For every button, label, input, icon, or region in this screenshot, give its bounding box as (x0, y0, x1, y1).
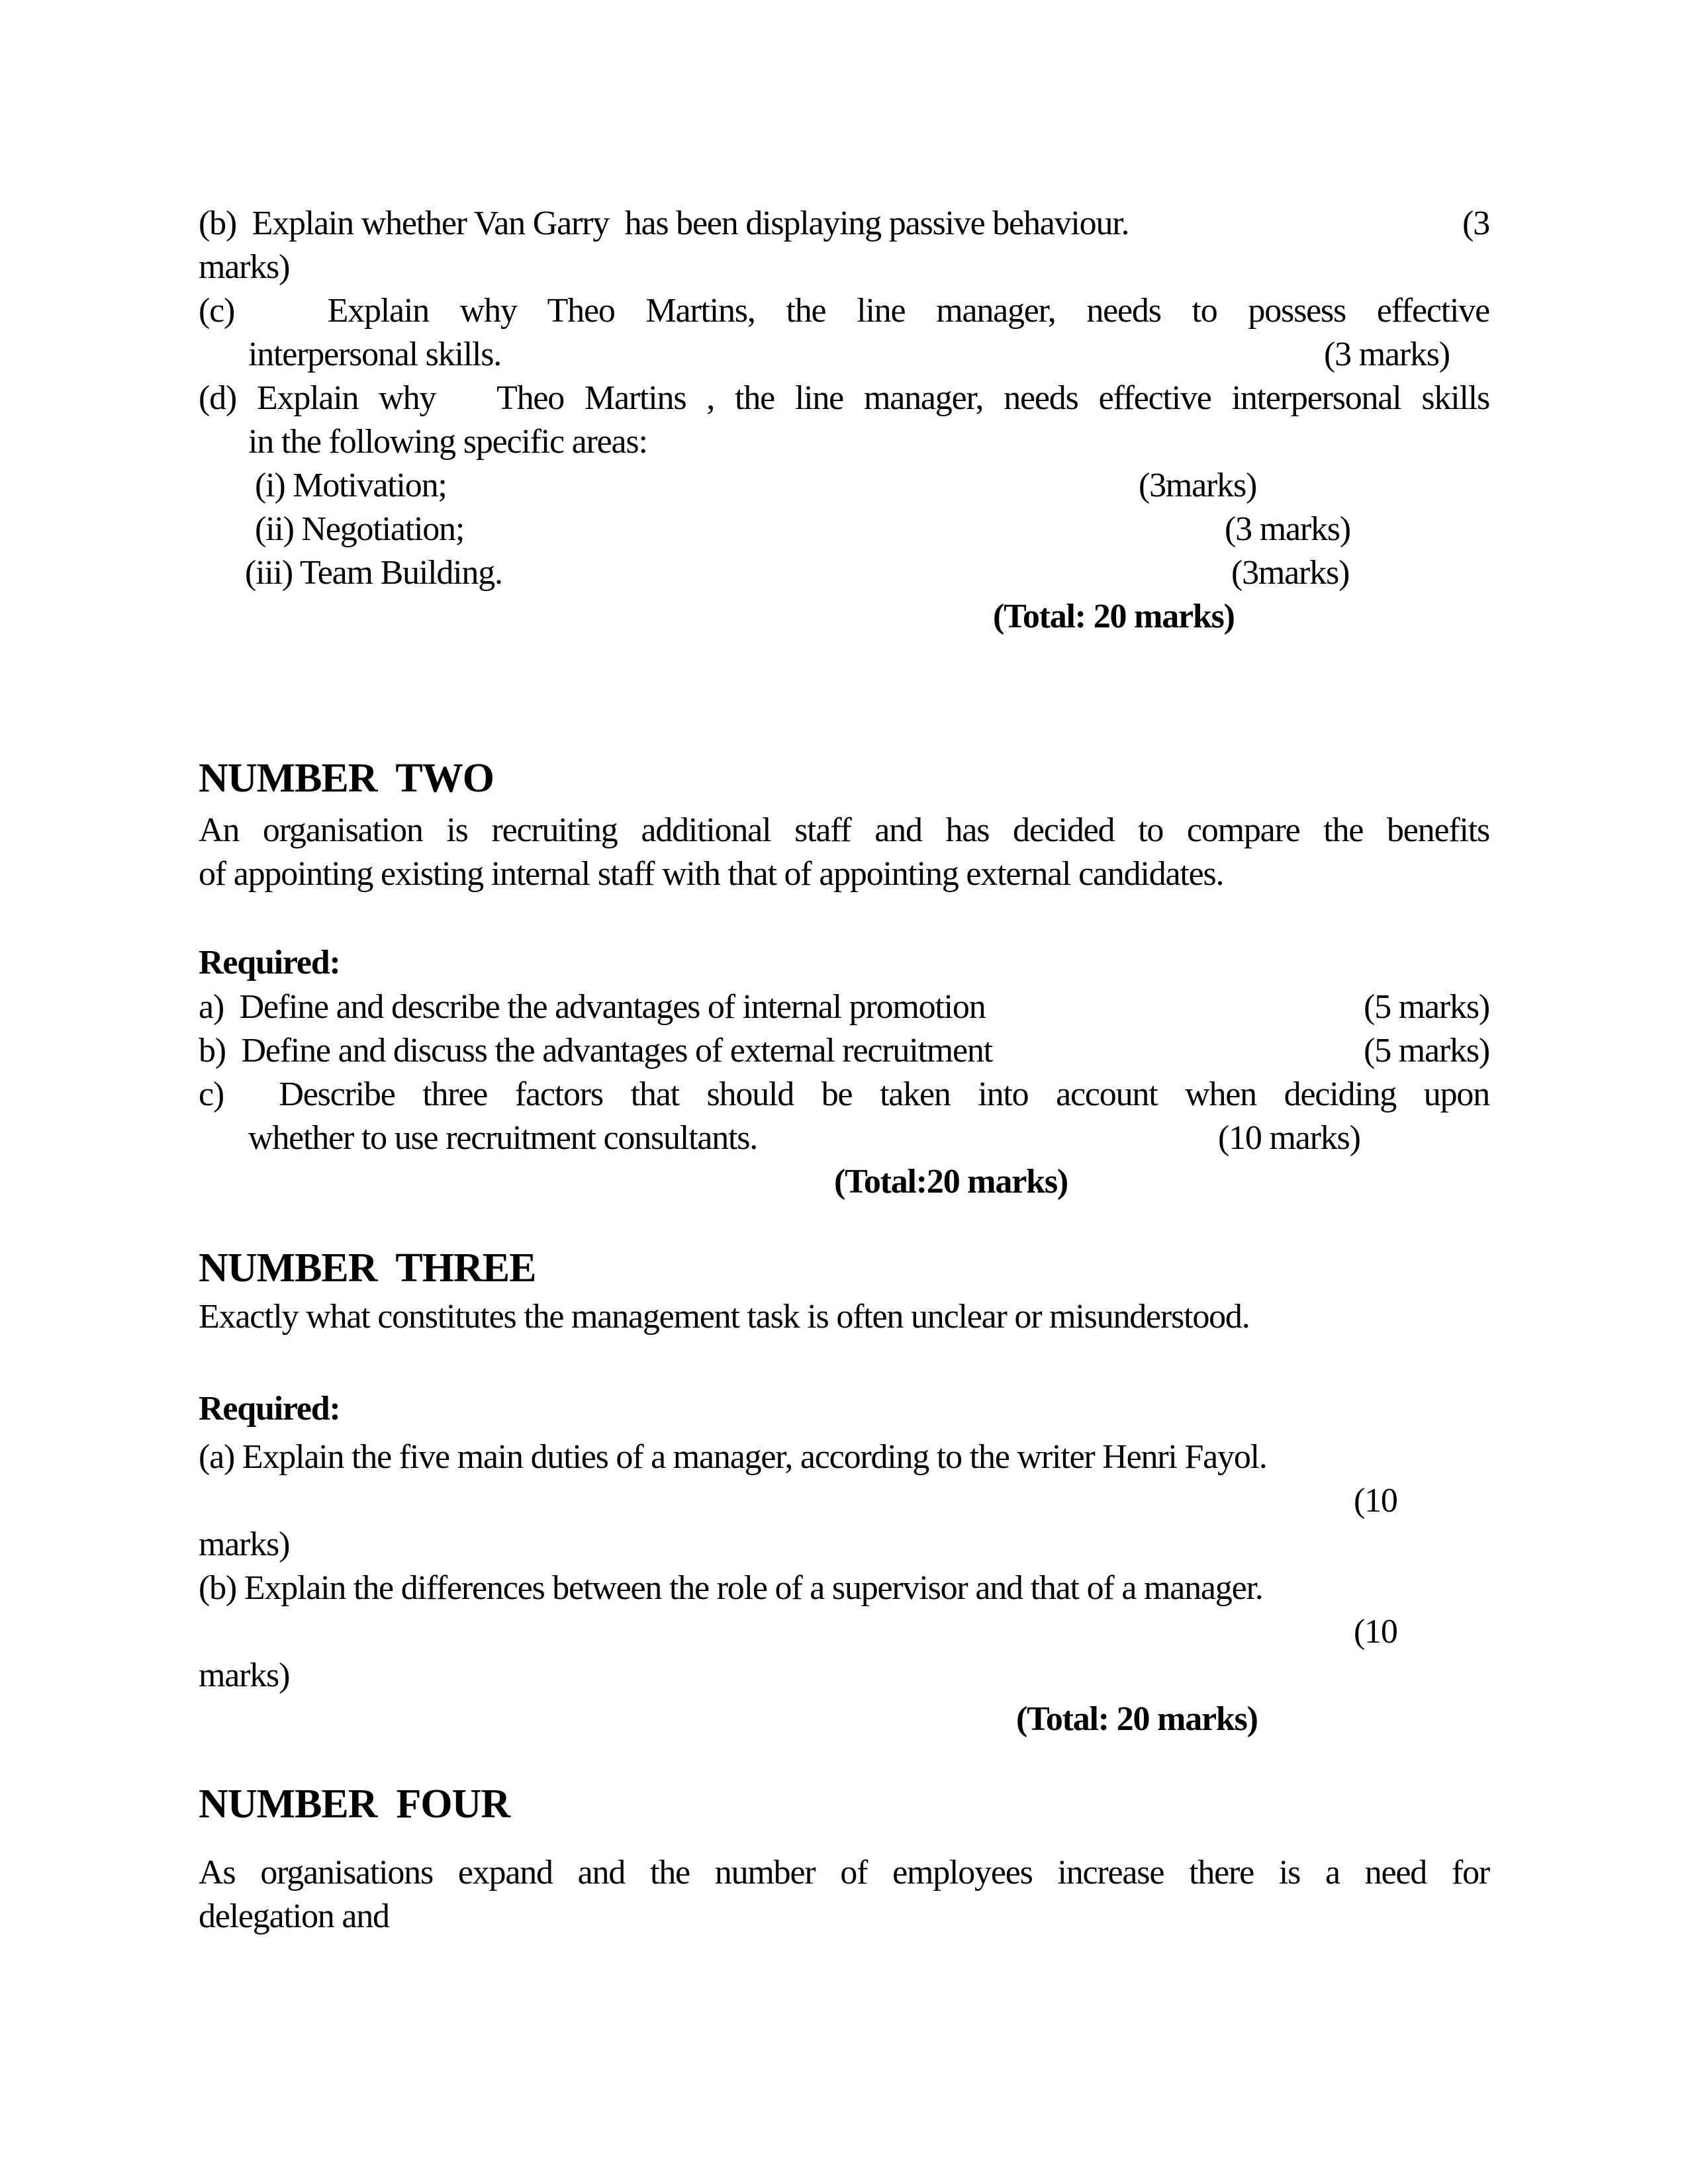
q2-required (199, 941, 1489, 985)
q2-item-b-marks: (5 marks) (1364, 1032, 1489, 1069)
q2-item-a (199, 985, 1489, 1029)
q3-total: (Total: 20 marks) (1016, 1700, 1258, 1738)
q4-intro-line1: As organisations expand and the number of employees increase there is a need for (199, 1854, 1489, 1891)
q2-heading: NUMBER TWO (199, 756, 494, 801)
q1-part-c-marks: (3 marks) (1324, 336, 1450, 373)
q3-intro (199, 1295, 1489, 1339)
q2-item-c-line1: c) Describe three factors that should be taken into account when deciding upon (199, 1075, 1489, 1113)
q3-part-a-text: (a) Explain the five main duties of a manager, according to the writer Henri Fayol. (199, 1438, 1267, 1476)
q1-item-i-label: (i) Motivation; (255, 467, 447, 504)
q2-total: (Total:20 marks) (834, 1163, 1068, 1201)
q4-heading: NUMBER FOUR (199, 1782, 510, 1827)
q1-part-d-line1: (d) Explain why Theo Martins , the line manager, needs effective interpersonal skills (199, 379, 1489, 417)
q4-intro-line2: delegation and (199, 1897, 389, 1935)
q2-item-a-text: a) Define and describe the advantages of internal promotion (199, 988, 986, 1026)
q1-item-ii (199, 508, 1489, 551)
q1-item-iii (199, 551, 1489, 595)
q1-part-c-line1: (c) Explain why Theo Martins, the line manager, needs to possess effective (199, 292, 1489, 330)
q2-items (199, 985, 1489, 1204)
q1-item-iii-marks: (3marks) (1231, 554, 1350, 592)
question-one-parts (199, 202, 1489, 639)
q3-required (199, 1387, 1489, 1431)
q2-item-a-marks: (5 marks) (1364, 988, 1489, 1026)
document-content (199, 0, 1489, 2184)
q3-heading: NUMBER THREE (199, 1246, 536, 1291)
q2-item-c-marks: (10 marks) (1218, 1119, 1360, 1157)
q1-part-b-marks-open: (3 (1462, 205, 1489, 242)
q1-part-c-text: interpersonal skills. (248, 336, 502, 373)
q3-intro-line: Exactly what constitutes the management task is often unclear or misunderstood. (199, 1298, 1250, 1336)
q1-part-b-line2: marks) (199, 248, 290, 286)
q1-part-d-line2: in the following specific areas: (248, 423, 647, 461)
q2-required-label: Required: (199, 944, 340, 981)
q2-item-c-line2 (199, 1116, 1489, 1160)
q1-part-b-text: (b) Explain whether Van Garry has been displaying passive behaviour. (199, 205, 1129, 242)
q1-item-ii-marks: (3 marks) (1225, 510, 1350, 548)
q3-part-b-marks-open: (10 (1354, 1613, 1397, 1651)
q2-intro-line1: An organisation is recruiting additional staff and has decided to compare the benefits (199, 811, 1489, 849)
q1-total: (Total: 20 marks) (993, 598, 1235, 635)
q3-part-a-marks-close: marks) (199, 1525, 290, 1563)
q1-item-i (199, 464, 1489, 508)
q1-item-ii-label: (ii) Negotiation; (255, 510, 465, 548)
q2-item-b (199, 1029, 1489, 1073)
q3-parts (199, 1435, 1489, 1741)
q1-item-iii-label: (iii) Team Building. (245, 554, 502, 592)
q2-item-c-text: whether to use recruitment consultants. (248, 1119, 758, 1157)
q2-item-b-text: b) Define and discuss the advantages of external recruitment (199, 1032, 992, 1069)
q1-part-c-line2 (199, 333, 1489, 377)
q2-intro-line2: of appointing existing internal staff with that of appointing external candidates. (199, 855, 1224, 893)
q4-intro (199, 1851, 1489, 1938)
q3-part-b-marks-close: marks) (199, 1657, 290, 1694)
q1-part-b-line1 (199, 202, 1489, 246)
q3-part-b-text: (b) Explain the differences between the role of a supervisor and that of a manager. (199, 1569, 1263, 1607)
q2-intro (199, 809, 1489, 896)
q3-required-label: Required: (199, 1390, 340, 1428)
q1-item-i-marks: (3marks) (1139, 467, 1257, 504)
q3-part-a-marks-open: (10 (1354, 1482, 1397, 1520)
